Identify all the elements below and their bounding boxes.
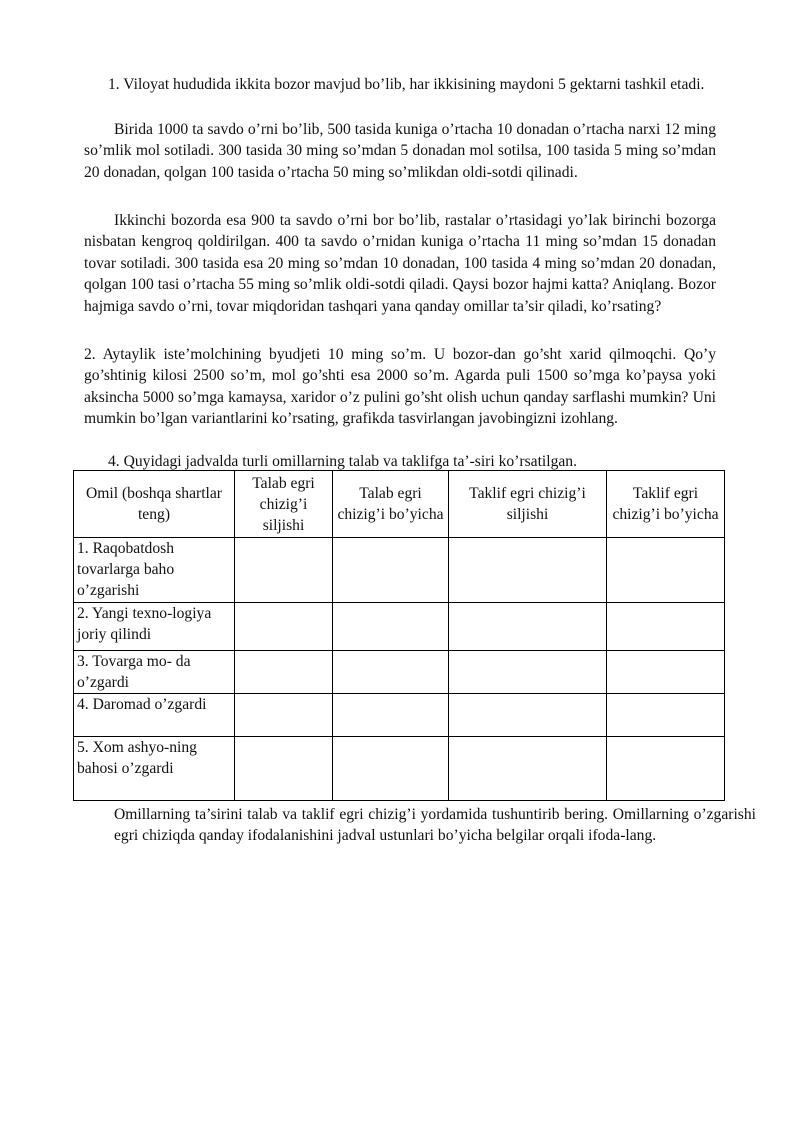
- table-row: [74, 603, 725, 651]
- table-header-row: [74, 471, 725, 538]
- task1-intro: 1. Viloyat hududida ikkita bozor mavjud bo’lib, har ikkisining maydoni 5 gektarni tashkil etadi.: [108, 76, 705, 93]
- table-cell: [333, 694, 449, 737]
- table-row: [74, 538, 725, 603]
- row-factor-label: 1. Raqobatdosh tovarlarga baho o’zgarishi: [74, 538, 235, 603]
- table-row: [74, 651, 725, 694]
- task1-market2: Ikkinchi bozorda esa 900 ta savdo o’rni bor bo’lib, rastalar o’rtasidagi yo’lak birinchi bozorga nisbatan kengroq qoldirilgan. 400 ta savdo o’rnidan kuniga o’rtacha 11 ming so’mdan 15 donadan tovar sotiladi. 300 tasida esa 20 ming so’mdan 10 donadan, 100 tasida 4 ming so’mdan 20 donadan, qolgan 100 tasi o’rtacha 55 ming so’mlik oldi-sotdi qiladi. Qaysi bozor hajmi katta? Aniqlang. Bozor hajmiga savdo o’rni, tovar miqdoridan tashqari yana qanday omillar ta’sir qiladi, ko’rsating?: [84, 212, 716, 315]
- table-cell: [449, 694, 607, 737]
- table-cell: [235, 651, 333, 694]
- task4-footer: Omillarning ta’sirini talab va taklif egri chizig’i yordamida tushuntirib bering. Omillarning o’zgarishi egri chiziqda qanday ifodalanishini jadval ustunlari bo’yicha belgilar orqali ifoda-lang.: [114, 806, 756, 845]
- table-cell: [449, 651, 607, 694]
- table-cell: [235, 603, 333, 651]
- table-cell: [333, 603, 449, 651]
- table-cell: [607, 737, 725, 801]
- table-cell: [235, 538, 333, 603]
- factors-table: [73, 470, 725, 801]
- table-cell: [333, 737, 449, 801]
- header-supply-shift: Taklif egri chizig’i siljishi: [449, 471, 607, 538]
- row-factor-label: 3. Tovarga mo- da o’zgardi: [74, 651, 235, 694]
- table-cell: [449, 538, 607, 603]
- table-cell: [607, 603, 725, 651]
- table-row: [74, 737, 725, 801]
- task1-market1: Birida 1000 ta savdo o’rni bo’lib, 500 tasida kuniga o’rtacha 10 donadan o’rtacha narxi 12 ming so’mlik mol sotiladi. 300 tasida 30 ming so’mdan 5 donadan mol sotilsa, 100 tasida 5 ming so’mdan 20 donadan, qolgan 100 tasida o’rtacha 50 ming so’mlikdan oldi-sotdi qilinadi.: [84, 121, 716, 181]
- table-cell: [235, 737, 333, 801]
- table-cell: [607, 651, 725, 694]
- header-demand-shift: Talab egri chizig’i siljishi: [235, 471, 333, 538]
- row-factor-label: 2. Yangi texno-logiya joriy qilindi: [74, 603, 235, 651]
- table-cell: [607, 538, 725, 603]
- header-factor: Omil (boshqa shartlar teng): [74, 471, 235, 538]
- task4-intro: 4. Quyidagi jadvalda turli omillarning talab va taklifga ta’-siri ko’rsatilgan.: [108, 453, 577, 470]
- table-cell: [235, 694, 333, 737]
- header-supply-along: Taklif egri chizig’i bo’yicha: [607, 471, 725, 538]
- task2-text: 2. Aytaylik iste’molchining byudjeti 10 ming so’m. U bozor-dan go’sht xarid qilmoqchi. Qo’y go’shtinig kilosi 2500 so’m, mol go’shti esa 2000 so’m. Agarda puli 1500 so’mga ko’paysa yoki aksincha 5000 so’mga kamaysa, xaridor o’z pulini go’sht olish uchun qanday sarflashi mumkin? Uni mumkin bo’lgan variantlarini ko’rsating, grafikda tasvirlangan javobingizni izohlang.: [84, 346, 716, 428]
- header-demand-along: Talab egri chizig’i bo’yicha: [333, 471, 449, 538]
- table-cell: [333, 538, 449, 603]
- table-cell: [607, 694, 725, 737]
- table-cell: [449, 737, 607, 801]
- table-cell: [333, 651, 449, 694]
- row-factor-label: 5. Xom ashyo-ning bahosi o’zgardi: [74, 737, 235, 801]
- row-factor-label: 4. Daromad o’zgardi: [74, 694, 235, 737]
- table-row: [74, 694, 725, 737]
- table-cell: [449, 603, 607, 651]
